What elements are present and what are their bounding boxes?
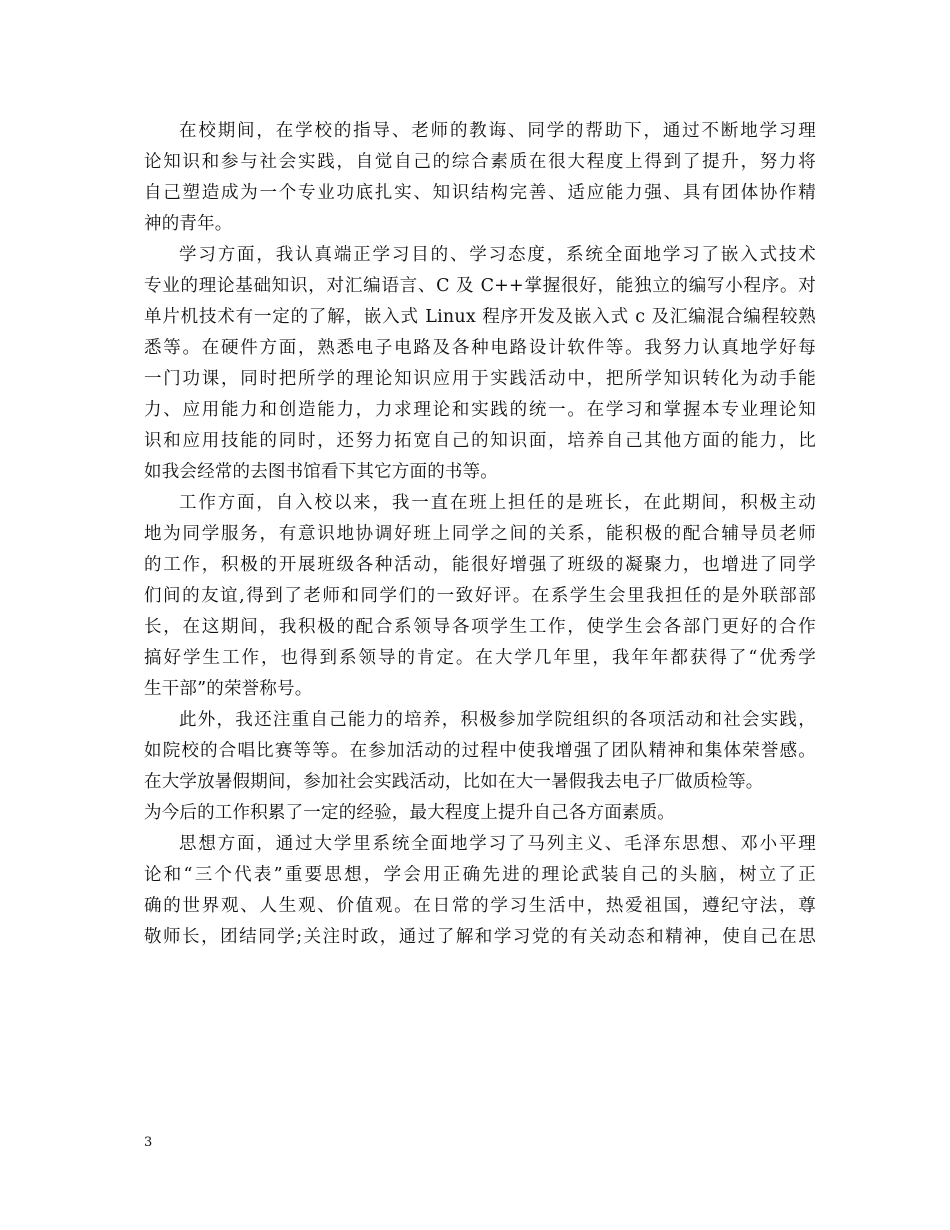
paragraph-2-line-7: 识和应用技能的同时，还努力拓宽自己的知识面，培养自己其他方面的能力，比	[144, 431, 816, 451]
paragraph-5-line-4: 敬师长，团结同学;关注时政，通过了解和学习党的有关动态和精神，使自己在思	[144, 927, 816, 947]
body-text	[144, 116, 816, 953]
paragraph-1-line-1: 在校期间，在学校的指导、老师的教诲、同学的帮助下，通过不断地学习理	[179, 121, 816, 141]
paragraph-2-line-1: 学习方面，我认真端正学习目的、学习态度，系统全面地学习了嵌入式技术	[179, 245, 816, 265]
page-number: 3	[144, 1135, 153, 1150]
paragraph-2-line-4: 悉等。在硬件方面，熟悉电子电路及各种电路设计软件等。我努力认真地学好每	[144, 338, 816, 358]
paragraph-4-line-2: 如院校的合唱比赛等等。在参加活动的过程中使我增强了团队精神和集体荣誉感。	[144, 741, 816, 761]
paragraph-1-line-2: 论知识和参与社会实践，自觉自己的综合素质在很大程度上得到了提升，努力将	[144, 152, 816, 172]
paragraph-3-line-2: 地为同学服务，有意识地协调好班上同学之间的关系，能积极的配合辅导员老师	[144, 524, 816, 544]
paragraph-3-line-5: 长，在这期间，我积极的配合系领导各项学生工作，使学生会各部门更好的合作	[144, 617, 816, 637]
paragraph-5-line-1: 思想方面，通过大学里系统全面地学习了马列主义、毛泽东思想、邓小平理	[179, 834, 816, 854]
paragraph-2-line-5: 一门功课，同时把所学的理论知识应用于实践活动中，把所学知识转化为动手能	[144, 369, 816, 389]
paragraph-3-line-3: 的工作，积极的开展班级各种活动，能很好增强了班级的凝聚力，也增进了同学	[144, 555, 816, 575]
paragraph-2-line-6: 力、应用能力和创造能力，力求理论和实践的统一。在学习和掌握本专业理论知	[144, 400, 816, 420]
paragraph-4-line-4: 为今后的工作积累了一定的经验，最大程度上提升自己各方面素质。	[144, 803, 675, 823]
paragraph-1-line-3: 自己塑造成为一个专业功底扎实、知识结构完善、适应能力强、具有团体协作精	[144, 183, 816, 203]
paragraph-3-line-1: 工作方面，自入校以来，我一直在班上担任的是班长，在此期间，积极主动	[179, 493, 816, 513]
paragraph-4-line-3: 在大学放暑假期间，参加社会实践活动，比如在大一暑假我去电子厂做质检等。	[144, 772, 764, 792]
paragraph-2-line-3: 单片机技术有一定的了解，嵌入式 Linux 程序开发及嵌入式 c 及汇编混合编程较熟	[144, 307, 816, 327]
paragraph-5-line-2: 论和“三个代表”重要思想，学会用正确先进的理论武装自己的头脑，树立了正	[144, 865, 816, 885]
paragraph-2-line-2: 专业的理论基础知识，对汇编语言、C 及 C++掌握很好，能独立的编写小程序。对	[144, 276, 816, 296]
paragraph-1-line-4: 神的青年。	[144, 214, 233, 234]
paragraph-4-line-1: 此外，我还注重自己能力的培养，积极参加学院组织的各项活动和社会实践，	[179, 710, 816, 730]
paragraph-3-line-4: 们间的友谊,得到了老师和同学们的一致好评。在系学生会里我担任的是外联部部	[144, 586, 816, 606]
paragraph-5-line-3: 确的世界观、人生观、价值观。在日常的学习生活中，热爱祖国，遵纪守法，尊	[144, 896, 816, 916]
paragraph-3-line-7: 生干部”的荣誉称号。	[144, 679, 313, 699]
paragraph-3-line-6: 搞好学生工作，也得到系领导的肯定。在大学几年里，我年年都获得了“优秀学	[144, 648, 816, 668]
paragraph-2-line-8: 如我会经常的去图书馆看下其它方面的书等。	[144, 462, 498, 482]
